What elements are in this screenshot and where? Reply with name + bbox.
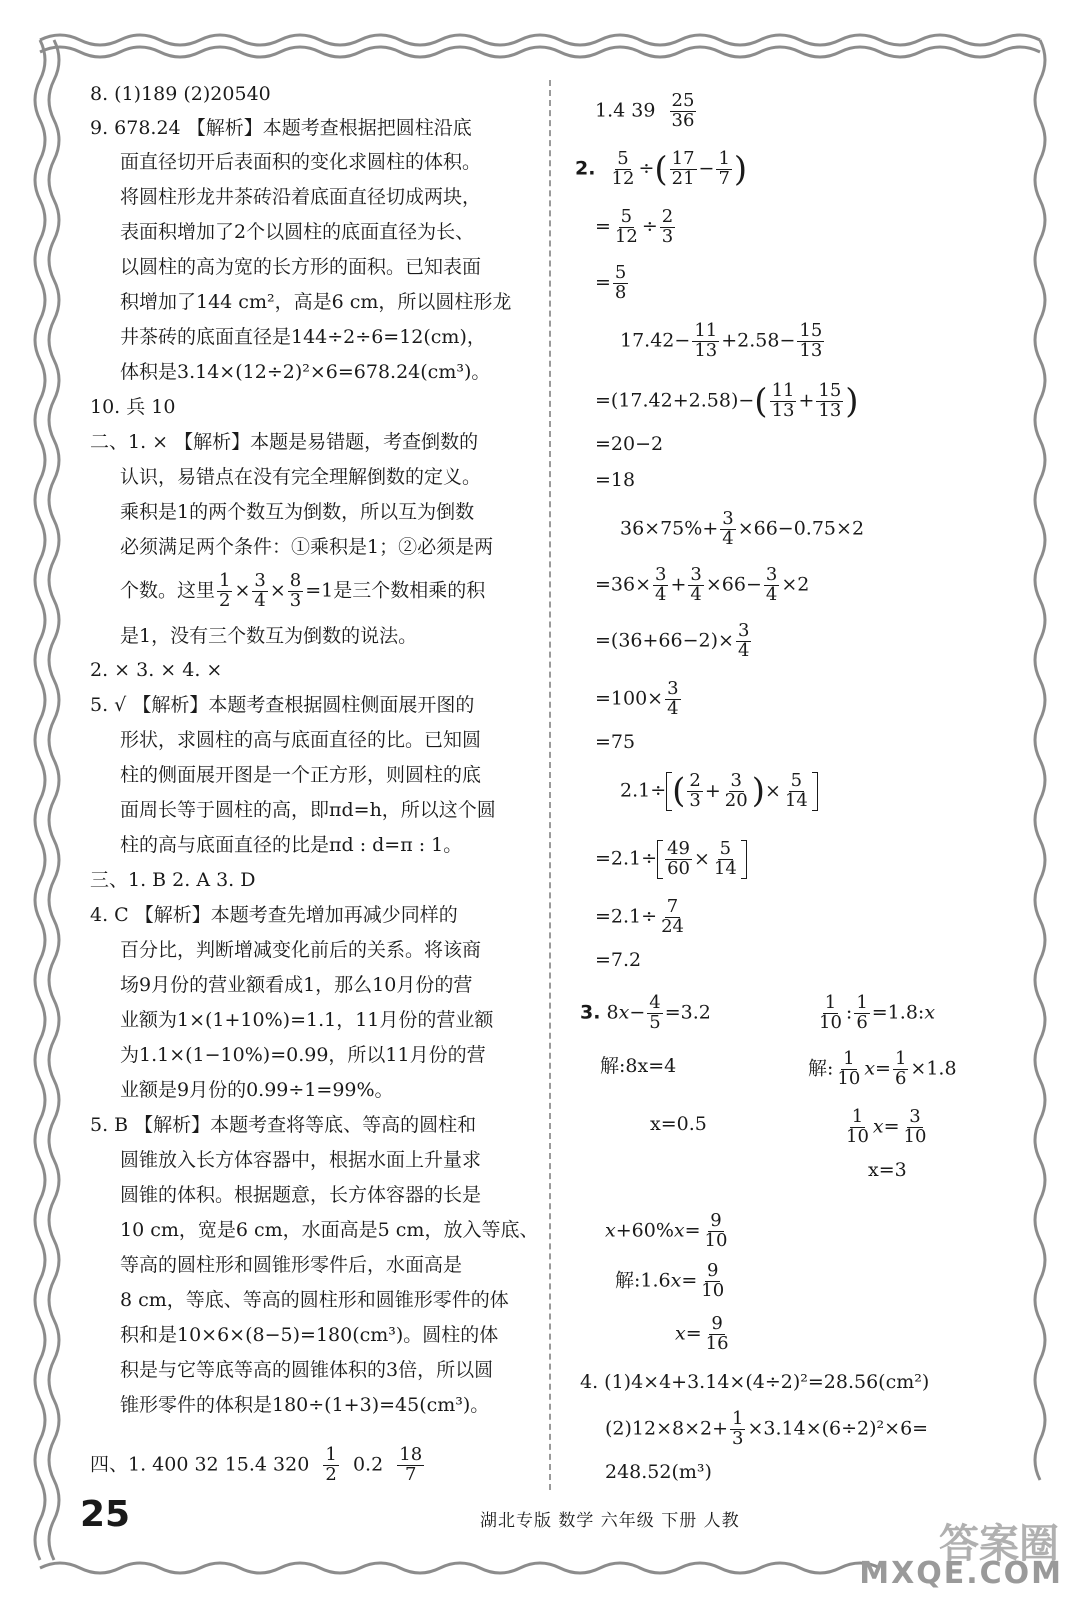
- text-line: 百分比，判断增减变化前后的关系。将该商: [120, 939, 482, 961]
- calc-2d-line-1: 2.1÷ ( $\frac{2}{3}$ + $\frac{3}{20}$ ) × $\frac{5}{14}$: [620, 772, 818, 811]
- section-3-answer-5: 5. B 【解析】本题考查将等底、等高的圆柱和: [90, 1114, 477, 1136]
- text-fragment: =1是三个数相乘的积: [305, 579, 486, 602]
- text-line: 体积是3.14×(12÷2)²×6=678.24(cm³)。: [120, 361, 491, 383]
- fraction-25-36: $\frac{25}{36}$: [671, 90, 695, 131]
- text-line: 是1，没有三个数互为倒数的说法。: [120, 625, 418, 647]
- fraction: $\frac{1}{7}$: [718, 148, 730, 189]
- bracket: ( $\frac{2}{3}$ + $\frac{3}{20}$ ) × $\frac{5}{14}$: [666, 772, 818, 811]
- text-line: 柱的高与底面直径的比是πd : d=π : 1。: [120, 834, 463, 856]
- text-line: 圆锥的体积。根据题意，长方体容器的长是: [120, 1184, 482, 1206]
- fraction: $\frac{1}{3}$: [732, 1408, 744, 1449]
- calc-2b-line-1: 17.42− $\frac{11}{13}$ +2.58− $\frac{15}{13}$: [620, 320, 823, 361]
- text-fragment: 个数。这里: [120, 579, 216, 602]
- calc-2-line-3: = $\frac{5}{8}$: [595, 262, 627, 303]
- fraction: $\frac{3}{4}$: [765, 564, 778, 605]
- equation-3b-step-1: 解: $\frac{1}{10}$ x= $\frac{1}{6}$ ×1.8: [808, 1048, 957, 1089]
- fraction: $\frac{3}{4}$: [722, 508, 734, 549]
- calc-2d-line-4: =7.2: [595, 949, 642, 971]
- calc-2-line-1: 2. $\frac{5}{12}$ ÷( $\frac{17}{21}$ − $\frac{1}{7}$ ): [575, 148, 748, 190]
- answer-8: 8. (1)189 (2)20540: [90, 83, 271, 105]
- text-line: 业额是9月份的0.99÷1=99%。: [120, 1079, 394, 1101]
- fraction: $\frac{3}{20}$: [724, 770, 748, 811]
- page-number: 25: [80, 1494, 131, 1535]
- fraction-1-2: $\frac{1}{2}$: [325, 1444, 337, 1485]
- fraction: $\frac{1}{6}$: [894, 1048, 907, 1089]
- fraction: $\frac{9}{10}$: [701, 1260, 725, 1301]
- fraction: $\frac{2}{3}$: [689, 770, 701, 811]
- section-3-answer-4: 4. C 【解析】本题考查先增加再减少同样的: [90, 904, 458, 926]
- column-divider: [549, 80, 551, 1490]
- text-line: 积和是10×6×(8−5)=180(cm³)。圆柱的体: [120, 1324, 499, 1346]
- fraction: $\frac{11}{13}$: [694, 320, 718, 361]
- text-line: 认识，易错点在没有完全理解倒数的定义。: [120, 466, 482, 488]
- text-line-with-fractions: 个数。这里 $\frac{1}{2}$ × $\frac{3}{4}$ × $\frac{8}{3}$ =1是三个数相乘的积: [120, 570, 486, 611]
- text-line: 形状，求圆柱的高与底面直径的比。已知圆: [120, 729, 482, 751]
- calc-2c-line-5: =75: [595, 731, 636, 753]
- watermark-url: MXQE.COM: [859, 1556, 1063, 1591]
- equation-3b: $\frac{1}{10}$ : $\frac{1}{6}$ =1.8:x: [819, 992, 936, 1033]
- fraction: $\frac{1}{10}$: [837, 1048, 861, 1089]
- watermark-logo: 答案圈: [939, 1520, 1059, 1567]
- section-4-answer-1: [90, 1446, 426, 1485]
- answer-4-part-2: (2)12×8×2+ $\frac{1}{3}$ ×3.14×(6÷2)²×6=: [605, 1408, 929, 1449]
- equation-3c: x+60%x= $\frac{9}{10}$: [605, 1210, 728, 1251]
- fraction: $\frac{5}{12}$: [611, 148, 635, 189]
- text-line: 等高的圆柱形和圆锥形零件后，水面高是: [120, 1254, 463, 1276]
- fraction: $\frac{7}{24}$: [661, 896, 684, 937]
- text-line: 柱的侧面展开图是一个正方形，则圆柱的底: [120, 764, 482, 786]
- fraction: $\frac{17}{21}$: [671, 148, 695, 189]
- text-line: 乘积是1的两个数互为倒数，所以互为倒数: [120, 501, 475, 523]
- equation-3b-step-3: x=3: [868, 1159, 907, 1181]
- text-line: 面直径切开后表面积的变化求圆柱的体积。: [120, 151, 482, 173]
- text-line: 以圆柱的高为宽的长方形的面积。已知表面: [120, 256, 482, 278]
- fraction: $\frac{5}{8}$: [614, 262, 627, 303]
- text-fragment: 0.2: [352, 1453, 384, 1476]
- fraction: $\frac{15}{13}$: [799, 320, 823, 361]
- fraction: $\frac{3}{4}$: [690, 564, 702, 605]
- calc-2-line-2: = $\frac{5}{12}$ ÷ $\frac{2}{3}$: [595, 206, 674, 247]
- item-number: 3.: [580, 1001, 601, 1024]
- fraction: $\frac{3}{4}$: [667, 678, 679, 719]
- equation-3c-step-2: x= $\frac{9}{16}$: [675, 1313, 729, 1354]
- fraction-3-4: $\frac{3}{4}$: [254, 570, 266, 611]
- fraction: $\frac{2}{3}$: [661, 206, 674, 247]
- fraction: $\frac{11}{13}$: [771, 380, 795, 421]
- text-line: 为1.1×(1−10%)=0.99，所以11月份的营: [120, 1044, 486, 1066]
- text-line: 将圆柱形龙井茶砖沿着底面直径切成两块，: [120, 186, 482, 208]
- fraction-1-2: $\frac{1}{2}$: [219, 570, 231, 611]
- equation-3c-step-1: 解:1.6x= $\frac{9}{10}$: [615, 1260, 725, 1301]
- calc-2d-line-2: =2.1÷ $\frac{49}{60}$ × $\frac{5}{14}$: [595, 840, 747, 879]
- calc-2c-line-2: =36× $\frac{3}{4}$ + $\frac{3}{4}$ ×66− $\frac{3}{4}$ ×2: [595, 564, 810, 605]
- text-line: 积增加了144 cm²，高是6 cm，所以圆柱形龙: [120, 291, 512, 313]
- text-line: 10 cm，宽是6 cm，水面高是5 cm，放入等底、: [120, 1219, 539, 1241]
- calc-2b-line-2: =(17.42+2.58)−( $\frac{11}{13}$ + $\frac{15}{13}$ ): [595, 380, 859, 422]
- calc-2c-line-4: =100× $\frac{3}{4}$: [595, 678, 679, 719]
- item-number: 2.: [575, 157, 596, 180]
- fraction: $\frac{5}{14}$: [784, 770, 808, 811]
- fraction: $\frac{1}{10}$: [819, 992, 842, 1033]
- text-line: 面周长等于圆柱的高，即πd=h，所以这个圆: [120, 799, 496, 821]
- fraction: $\frac{1}{6}$: [856, 992, 868, 1033]
- fraction: $\frac{4}{5}$: [649, 992, 661, 1033]
- equation-3a: 3. 8x− $\frac{4}{5}$ =3.2: [580, 992, 711, 1033]
- calc-2b-line-4: =18: [595, 469, 636, 491]
- fraction: $\frac{15}{13}$: [818, 380, 842, 421]
- fraction: $\frac{49}{60}$: [667, 838, 690, 879]
- text-line: 锥形零件的体积是180÷(1+3)=45(cm³)。: [120, 1394, 490, 1416]
- text-line: 业额为1×(1+10%)=1.1，11月份的营业额: [120, 1009, 494, 1031]
- text-line: 圆锥放入长方体容器中，根据水面上升量求: [120, 1149, 482, 1171]
- fraction-8-3: $\frac{8}{3}$: [289, 570, 302, 611]
- answer-4-part-1: 4. (1)4×4+3.14×(4÷2)²=28.56(cm²): [580, 1371, 930, 1393]
- fraction: $\frac{9}{10}$: [704, 1210, 728, 1251]
- answer-4-result: 248.52(m³): [605, 1461, 712, 1483]
- answers-2-4: 2. × 3. × 4. ×: [90, 659, 223, 681]
- answer-1-continued: [595, 92, 698, 131]
- text-fragment: 1.4 39: [595, 99, 656, 122]
- fraction: $\frac{5}{12}$: [614, 206, 638, 247]
- text-fragment: 四、1. 400 32 15.4 320: [90, 1453, 310, 1476]
- answer-9: 9. 678.24 【解析】本题考查根据把圆柱沿底: [90, 117, 472, 139]
- fraction: $\frac{3}{10}$: [903, 1106, 927, 1147]
- section-2-answer-1: 二、1. × 【解析】本题是易错题，考查倒数的: [90, 431, 479, 453]
- text-line: 表面积增加了2个以圆柱的底面直径为长、: [120, 221, 475, 243]
- fraction: $\frac{3}{4}$: [737, 620, 750, 661]
- answer-10: 10. 兵 10: [90, 396, 176, 418]
- equation-3b-step-2: $\frac{1}{10}$ x= $\frac{3}{10}$: [846, 1106, 927, 1147]
- fraction: $\frac{1}{10}$: [846, 1106, 869, 1147]
- answer-5: 5. √ 【解析】本题考查根据圆柱侧面展开图的: [90, 694, 475, 716]
- calc-2d-line-3: =2.1÷ $\frac{7}{24}$: [595, 896, 684, 937]
- fraction-18-7: $\frac{18}{7}$: [399, 1444, 423, 1485]
- calc-2c-line-1: 36×75%+ $\frac{3}{4}$ ×66−0.75×2: [620, 508, 865, 549]
- section-3-answers: 三、1. B 2. A 3. D: [90, 869, 256, 891]
- bracket: $\frac{49}{60}$ × $\frac{5}{14}$: [657, 840, 747, 879]
- calc-2c-line-3: =(36+66−2)× $\frac{3}{4}$: [595, 620, 750, 661]
- equation-3a-step-1: 解:8x=4: [600, 1055, 677, 1077]
- fraction: $\frac{3}{4}$: [655, 564, 667, 605]
- text-line: 井茶砖的底面直径是144÷2÷6=12(cm)，: [120, 326, 486, 348]
- text-line: 8 cm，等底、等高的圆柱形和圆锥形零件的体: [120, 1289, 509, 1311]
- text-line: 积是与它等底等高的圆锥体积的3倍，所以圆: [120, 1359, 494, 1381]
- equation-3a-step-2: x=0.5: [650, 1113, 707, 1135]
- text-line: 场9月份的营业额看成1，那么10月份的营: [120, 974, 473, 996]
- fraction: $\frac{9}{16}$: [705, 1313, 729, 1354]
- text-line: 必须满足两个条件：①乘积是1；②必须是两: [120, 536, 494, 558]
- calc-2b-line-3: =20−2: [595, 433, 664, 455]
- footer-info: 湖北专版 数学 六年级 下册 人教: [480, 1511, 740, 1531]
- fraction: $\frac{5}{14}$: [713, 838, 737, 879]
